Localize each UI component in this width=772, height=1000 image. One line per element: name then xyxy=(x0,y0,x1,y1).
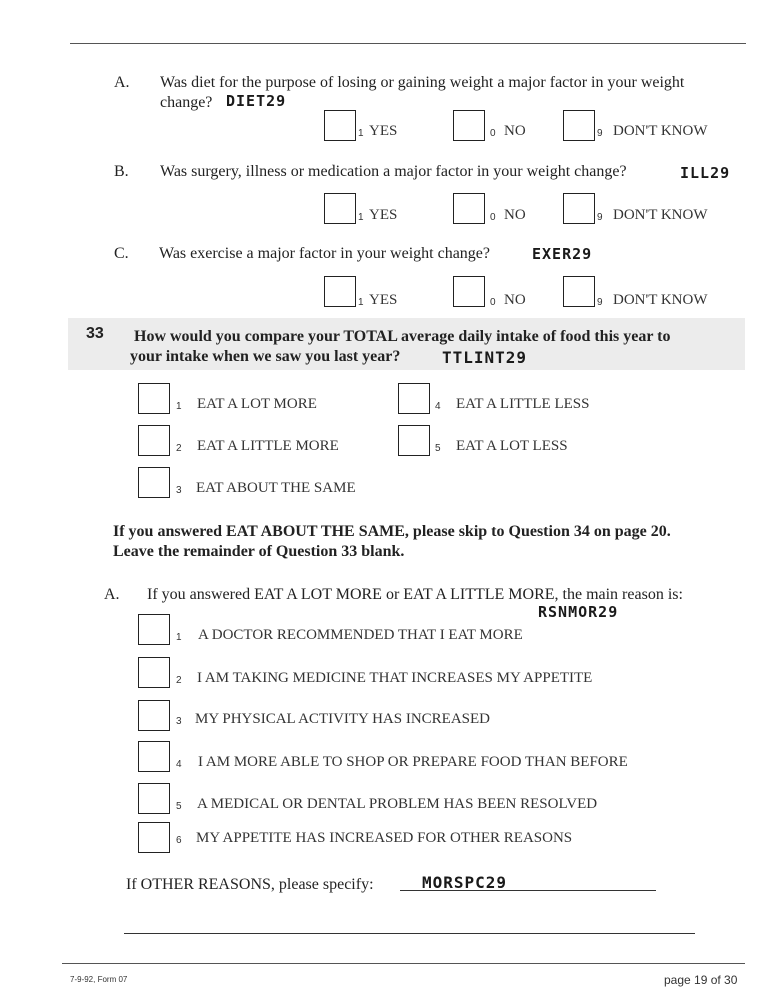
question-b-variable-code: ILL29 xyxy=(680,164,731,182)
question-b-letter: B. xyxy=(114,163,129,180)
question-b-no-checkbox[interactable] xyxy=(453,193,485,224)
option-code: 4 xyxy=(435,401,441,412)
option-code: 0 xyxy=(490,128,496,139)
question-b-dontknow-checkbox[interactable] xyxy=(563,193,595,224)
reason-1-label: A DOCTOR RECOMMENDED THAT I EAT MORE xyxy=(198,627,523,643)
skip-instruction-line1: If you answered EAT ABOUT THE SAME, please skip to Question 34 on page 20. xyxy=(113,523,671,540)
question-c-no-label: NO xyxy=(504,292,526,308)
option-code: 1 xyxy=(358,128,364,139)
reason-4-checkbox[interactable] xyxy=(138,741,170,772)
footer-rule xyxy=(62,963,745,964)
reason-5-checkbox[interactable] xyxy=(138,783,170,814)
q33-option-5-label: EAT A LOT LESS xyxy=(456,438,568,454)
other-reasons-specify-field[interactable] xyxy=(400,872,656,891)
q33-option-4-checkbox[interactable] xyxy=(398,383,430,414)
other-reasons-specify-label: If OTHER REASONS, please specify: xyxy=(126,876,374,893)
q33-sub-a-text: If you answered EAT A LOT MORE or EAT A LITTLE MORE, the main reason is: xyxy=(147,586,683,603)
reason-2-checkbox[interactable] xyxy=(138,657,170,688)
other-reasons-specify-value: MORSPC29 xyxy=(422,873,508,892)
question-a-text-line2: change? xyxy=(160,94,213,111)
question-33-number: 33 xyxy=(86,325,104,342)
option-code: 2 xyxy=(176,443,182,454)
option-code: 5 xyxy=(176,801,182,812)
reason-2-label: I AM TAKING MEDICINE THAT INCREASES MY APPETITE xyxy=(197,670,593,686)
reason-1-checkbox[interactable] xyxy=(138,614,170,645)
option-code: 4 xyxy=(176,759,182,770)
question-33-text-line2: your intake when we saw you last year? xyxy=(130,348,401,365)
reason-3-label: MY PHYSICAL ACTIVITY HAS INCREASED xyxy=(195,711,491,727)
top-rule xyxy=(70,43,746,44)
option-code: 1 xyxy=(358,212,364,223)
option-code: 1 xyxy=(176,632,182,643)
question-c-letter: C. xyxy=(114,245,129,262)
q33-option-5-checkbox[interactable] xyxy=(398,425,430,456)
option-code: 9 xyxy=(597,297,603,308)
reason-3-checkbox[interactable] xyxy=(138,700,170,731)
reason-6-checkbox[interactable] xyxy=(138,822,170,853)
form-id: 7-9-92, Form 07 xyxy=(70,975,128,984)
skip-instruction-line2: Leave the remainder of Question 33 blank. xyxy=(113,543,405,560)
additional-answer-line[interactable] xyxy=(124,933,695,934)
reason-5-label: A MEDICAL OR DENTAL PROBLEM HAS BEEN RESOLVED xyxy=(197,796,598,812)
question-33-text-line1: How would you compare your TOTAL average daily intake of food this year to xyxy=(134,328,671,345)
option-code: 0 xyxy=(490,212,496,223)
question-c-no-checkbox[interactable] xyxy=(453,276,485,307)
question-a-variable-code: DIET29 xyxy=(226,92,287,110)
question-b-dontknow-label: DON'T KNOW xyxy=(613,207,708,223)
q33-option-4-label: EAT A LITTLE LESS xyxy=(456,396,590,412)
option-code: 2 xyxy=(176,675,182,686)
option-code: 3 xyxy=(176,716,182,727)
question-b-yes-label: YES xyxy=(369,207,398,223)
question-a-dontknow-label: DON'T KNOW xyxy=(613,123,708,139)
question-a-no-label: NO xyxy=(504,123,526,139)
option-code: 1 xyxy=(176,401,182,412)
option-code: 9 xyxy=(597,128,603,139)
option-code: 5 xyxy=(435,443,441,454)
q33-option-2-checkbox[interactable] xyxy=(138,425,170,456)
question-b-yes-checkbox[interactable] xyxy=(324,193,356,224)
q33-option-2-label: EAT A LITTLE MORE xyxy=(197,438,339,454)
q33-option-1-label: EAT A LOT MORE xyxy=(197,396,317,412)
question-a-no-checkbox[interactable] xyxy=(453,110,485,141)
question-c-dontknow-checkbox[interactable] xyxy=(563,276,595,307)
question-a-yes-checkbox[interactable] xyxy=(324,110,356,141)
question-c-variable-code: EXER29 xyxy=(532,245,593,263)
question-b-text: Was surgery, illness or medication a major factor in your weight change? xyxy=(160,163,627,180)
question-b-no-label: NO xyxy=(504,207,526,223)
question-c-text: Was exercise a major factor in your weight change? xyxy=(159,245,491,262)
option-code: 6 xyxy=(176,835,182,846)
option-code: 0 xyxy=(490,297,496,308)
option-code: 1 xyxy=(358,297,364,308)
q33-sub-a-variable-code: RSNMOR29 xyxy=(538,603,619,621)
question-c-yes-checkbox[interactable] xyxy=(324,276,356,307)
q33-sub-a-letter: A. xyxy=(104,586,120,603)
q33-option-3-checkbox[interactable] xyxy=(138,467,170,498)
question-a-letter: A. xyxy=(114,74,130,91)
reason-6-label: MY APPETITE HAS INCREASED FOR OTHER REASONS xyxy=(196,830,573,846)
question-a-yes-label: YES xyxy=(369,123,398,139)
question-c-dontknow-label: DON'T KNOW xyxy=(613,292,708,308)
question-c-yes-label: YES xyxy=(369,292,398,308)
option-code: 3 xyxy=(176,485,182,496)
q33-option-1-checkbox[interactable] xyxy=(138,383,170,414)
question-a-dontknow-checkbox[interactable] xyxy=(563,110,595,141)
q33-option-3-label: EAT ABOUT THE SAME xyxy=(196,480,356,496)
page-number: page 19 of 30 xyxy=(664,973,738,987)
question-33-variable-code: TTLINT29 xyxy=(442,348,528,367)
option-code: 9 xyxy=(597,212,603,223)
question-a-text-line1: Was diet for the purpose of losing or gaining weight a major factor in your weight xyxy=(160,74,685,91)
reason-4-label: I AM MORE ABLE TO SHOP OR PREPARE FOOD THAN BEFORE xyxy=(198,754,628,770)
